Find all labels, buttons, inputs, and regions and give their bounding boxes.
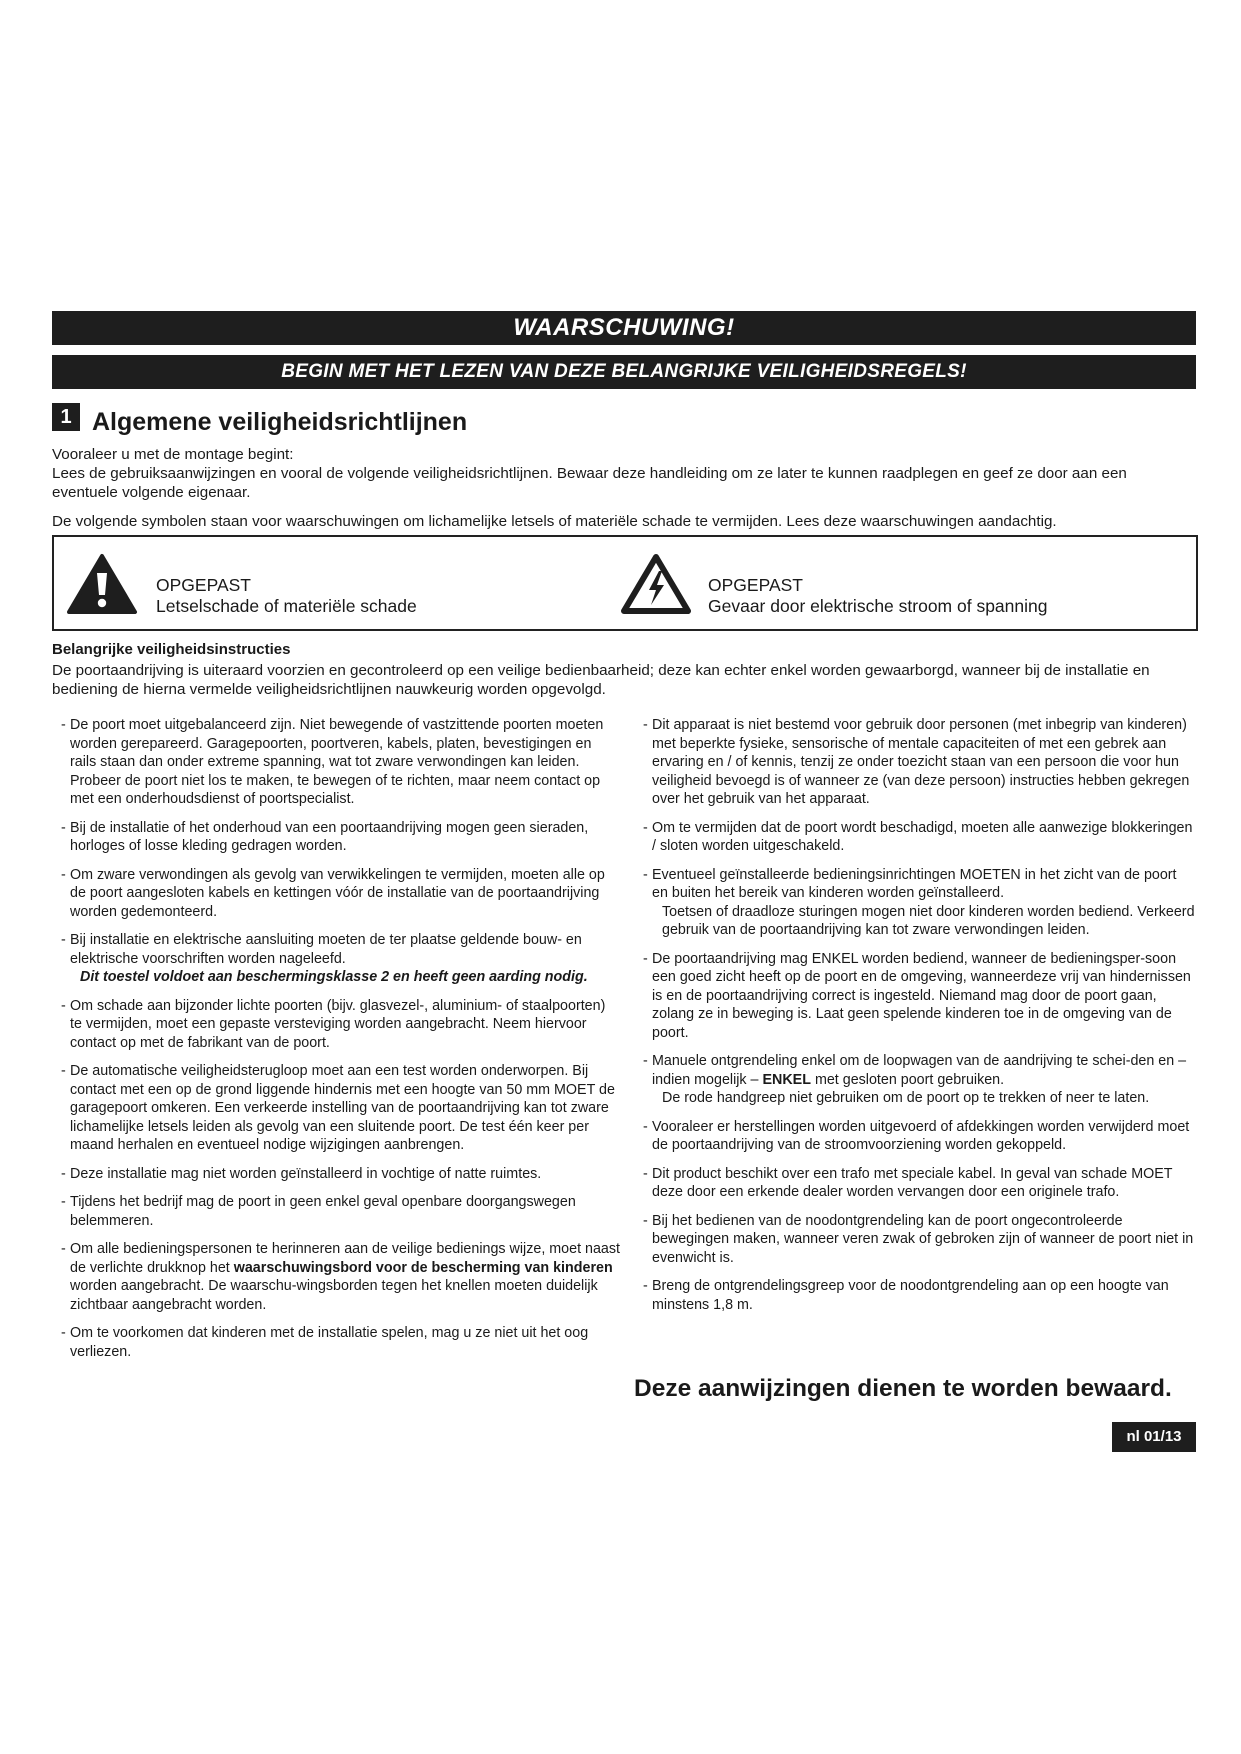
warning-banner: WAARSCHUWING! (52, 311, 1196, 345)
list-item: - Tijdens het bedrijf mag de poort in geen enkel geval openbare doorgangswegen belemmeren. (61, 1194, 576, 1229)
list-item: - Manuele ontgrendeling enkel om de loopwagen van de aandrijving te schei-den en – indien mogelijk – ENKEL met gesloten poort gebruiken. De rode handgreep niet gebruiken om de poort op te trekken of neer te laten. (634, 1052, 1196, 1108)
warning-electric-description: Gevaar door elektrische stroom of spanning (708, 596, 1048, 616)
list-item: - Dit product beschikt over een trafo met speciale kabel. In geval van schade MOET deze door een erkende dealer worden vervangen door een originele trafo. (643, 1165, 1173, 1200)
list-item: - Deze installatie mag niet worden geïnstalleerd in vochtige of natte ruimtes. (61, 1165, 542, 1182)
warning-general-label: OPGEPAST (156, 575, 251, 595)
list-item: - Bij de installatie of het onderhoud van een poortaandrijving mogen geen sieraden, horloges of losse kleding gedragen worden. (61, 819, 589, 854)
warning-electric-text (708, 575, 1047, 617)
list-item: - Dit apparaat is niet bestemd voor gebruik door personen (met inbegrip van kinderen) met beperkte fysieke, sensorische of mentale capaciteiten of met een gebrek aan ervaring en / of kennis, tenzij ze onder toezicht staan van een persoon die voor hun veiligheid bevoegd is of wanneer ze (van deze persoon) instructies hebben gekregen over het gebruik van het apparaat. (643, 717, 1190, 807)
electric-shock-warning-icon (620, 553, 692, 620)
warning-general-text (156, 575, 417, 617)
intro-line-3: De volgende symbolen staan voor waarschuwingen om lichamelijke letsels of materiële schade te vermijden. Lees deze waarschuwingen aandachtig. (52, 513, 1057, 530)
list-item: - Bij het bedienen van de noodontgrendeling kan de poort ongecontroleerde bewegingen maken, wanneer veren zwak of gebroken zijn of wanneer de poort niet in evenwicht is. (643, 1212, 1194, 1266)
list-item-subtext: De rode handgreep niet gebruiken om de poort op te trekken of neer te laten. (662, 1090, 1150, 1106)
safety-rules-banner: BEGIN MET HET LEZEN VAN DEZE BELANGRIJKE VEILIGHEIDSREGELS! (52, 355, 1196, 389)
instructions-title: Belangrijke veiligheidsinstructies (52, 641, 291, 658)
list-item: - Eventueel geïnstalleerde bedieningsinrichtingen MOETEN in het zicht van de poort en buiten het bereik van kinderen worden geïnstalleerd. Toetsen of draadloze sturingen mogen niet door kinderen worden bediend. Verkeerd gebruik van de poortaandrijving kan tot zware verwondingen leiden. (643, 866, 1195, 938)
list-item: - Om te voorkomen dat kinderen met de installatie spelen, mag u ze niet uit het oog verliezen. (61, 1325, 589, 1360)
list-item: - De poort moet uitgebalanceerd zijn. Niet bewegende of vastzittende poorten moeten worden gerepareerd. Garagepoorten, poortveren, kabels, platen, bevestigingen en rails staan dan onder extreme spanning, wat tot zware verwondingen kan leiden. Probeer de poort niet los te maken, te bewegen of te richten, maar neem contact op met een onderhoudsdienst of poortspecialist. (61, 717, 604, 807)
list-item: - Om zware verwondingen als gevolg van verwikkelingen te vermijden, moeten alle op de poort aangesloten kabels en kettingen vóór de installatie van de poortaandrijving worden gedemonteerd. (61, 866, 605, 920)
list-item: - Om alle bedieningspersonen te herinneren aan de veilige bedienings wijze, moet naast de verlichte drukknop het waarschuwingsbord voor de bescherming van kinderen worden aangebracht. De waarschu-wingsborden tegen het knellen moeten duidelijk zichtbaar aangebracht worden. (61, 1241, 620, 1313)
instructions-left-column (52, 716, 620, 1371)
list-item: - Vooraleer er herstellingen worden uitgevoerd of afdekkingen worden verwijderd moet de poortaandrijving van de stroomvoorziening worden gekoppeld. (643, 1118, 1190, 1153)
list-item: - Bij installatie en elektrische aansluiting moeten de ter plaatse geldende bouw- en elektrische voorschriften worden nageleefd. Dit toestel voldoet aan beschermingsklasse 2 en heeft geen aarding nodig. (52, 931, 620, 987)
list-item: - Breng de ontgrendelingsgreep voor de noodontgrendeling aan op een hoogte van minstens 1,8 m. (643, 1278, 1169, 1313)
instructions-right-column (634, 716, 1196, 1324)
intro-line-2: Lees de gebruiksaanwijzingen en vooral de volgende veiligheidsrichtlijnen. Bewaar deze handleiding om ze later te kunnen raadplegen en geef ze door aan een eventuele volgende eigenaar. (52, 465, 1127, 501)
instructions-body: De poortaandrijving is uiteraard voorzien en gecontroleerd op een veilige bedienbaarheid; deze kan echter enkel worden gewaarborgd, wanneer bij de installatie en bediening de hierna vermelde veiligheidsrichtlijnen nauwkeurig worden opgevolgd. (52, 662, 1150, 698)
list-item: - Om te vermijden dat de poort wordt beschadigd, moeten alle aanwezige blokkeringen / sloten worden uitgeschakeld. (643, 819, 1193, 854)
section-title: Algemene veiligheidsrichtlijnen (92, 407, 468, 436)
warning-general-description: Letselschade of materiële schade (156, 596, 417, 616)
only-emphasis-text: ENKEL (762, 1071, 811, 1088)
protection-class-note: Dit toestel voldoet aan beschermingsklasse 2 en heeft geen aarding nodig. (80, 969, 588, 985)
intro-line-1: Vooraleer u met de montage begint: (52, 446, 294, 463)
warning-symbols-box (52, 535, 1198, 631)
warning-general (66, 537, 606, 629)
list-item: - De automatische veiligheidsterugloop moet aan een test worden onderworpen. Bij contact met een op de grond liggende hindernis met een hoogte van 50 mm MOET de garagepoort omkeren. Een verkeerde instelling van de poortaandrijving kan tot zware lichamelijke letsels leiden als gevolg van een sluitende poort. De test één keer per maand herhalen en eventueel nodige wijzigingen aanbrengen. (61, 1063, 615, 1153)
section-number: 1 (52, 403, 80, 431)
list-item-subtext: Toetsen of draadloze sturingen mogen niet door kinderen worden bediend. Verkeerd gebruik van de poortaandrijving kan tot zware verwondingen leiden. (662, 903, 1195, 938)
keep-instructions-note: Deze aanwijzingen dienen te worden bewaard. (634, 1375, 1172, 1402)
list-item: - De poortaandrijving mag ENKEL worden bediend, wanneer de bedieningsper-soon een goed zicht heeft op de poort en de omgeving, wanneerdeze vrij van hindernissen is en de poortaandrijving correct is ingesteld. Niemand mag door de poort gaan, zolang ze in beweging is. Laat geen spelende kinderen toe in de omgeving van de poort. (643, 950, 1191, 1041)
warning-electric-label: OPGEPAST (708, 575, 803, 595)
child-protection-sign-text: waarschuwingsbord voor de bescherming van kinderen (233, 1259, 613, 1276)
warning-electric (620, 537, 1180, 629)
list-item: - Om schade aan bijzonder lichte poorten (bijv. glasvezel-, aluminium- of staalpoorten) te vermijden, moet een gepaste versteviging worden aangebracht. Neem hiervoor contact op met de fabrikant van de poort. (61, 997, 606, 1051)
section-heading (52, 399, 467, 435)
exclamation-warning-icon (66, 553, 138, 620)
page-number-badge: nl 01/13 (1112, 1422, 1196, 1452)
